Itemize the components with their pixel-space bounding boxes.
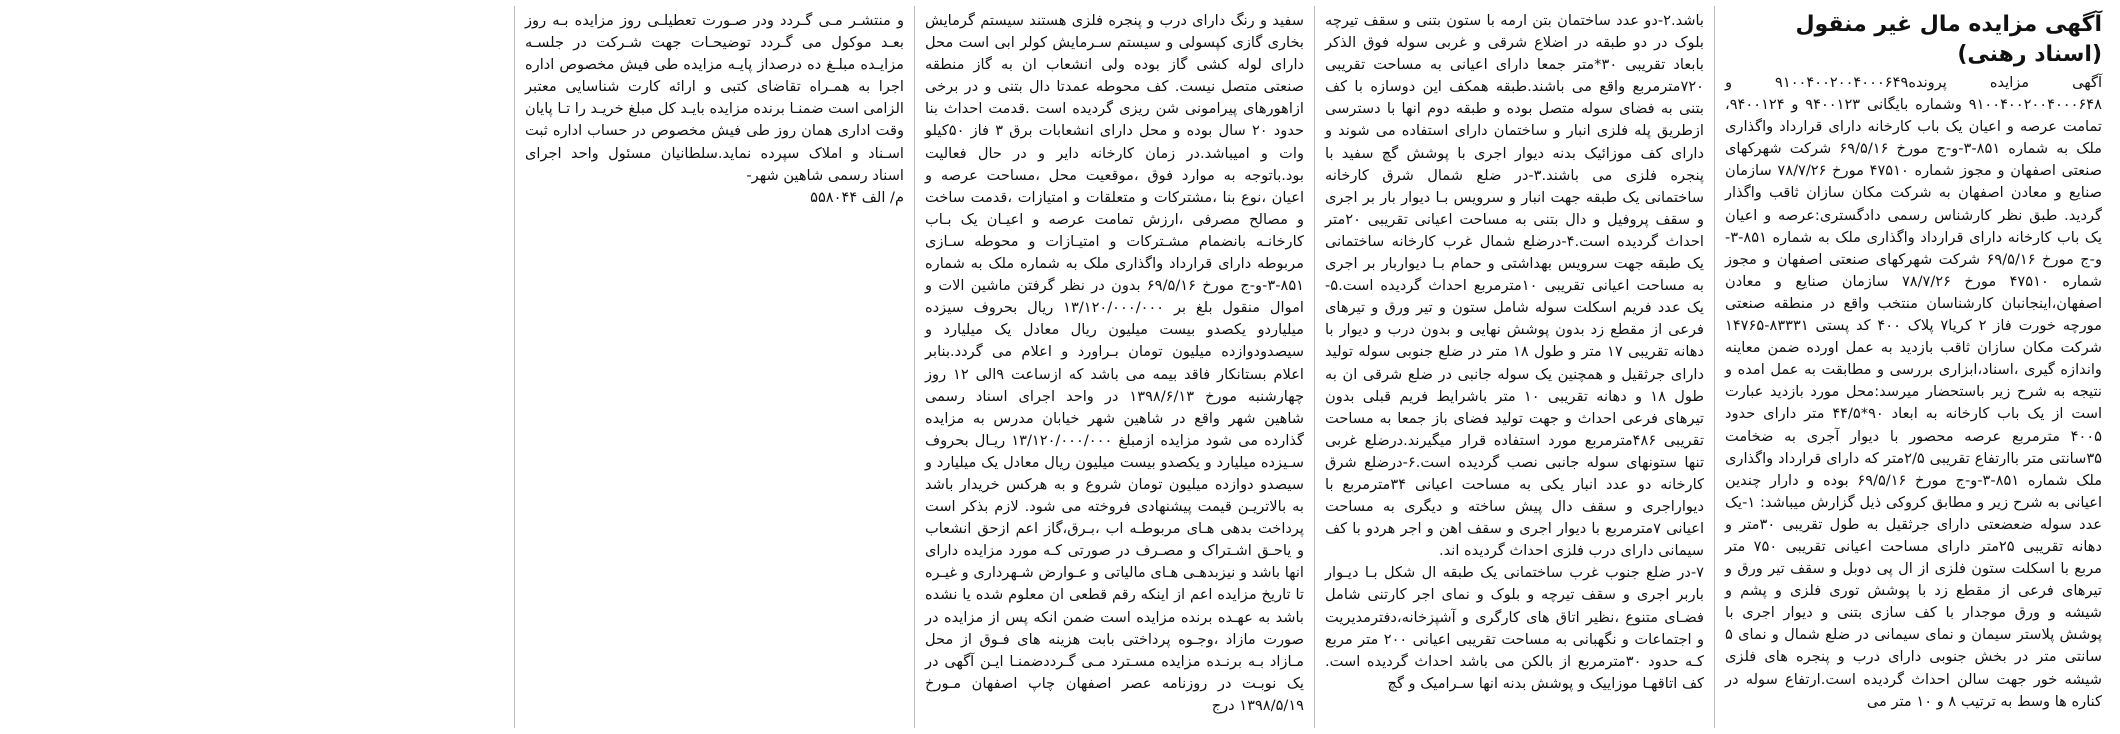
reference-number: م/ الف ۵۵۸۰۴۴ — [810, 188, 904, 206]
column-5-blank — [8, 6, 514, 728]
column-4-text: و منتشـر مـی گـردد ودر صـورت تعطیلـی روز مزایده بـه روز بعـد موکول می گـردد توضیحـات جهت شـرکت در جلسـه مزایـده مبلـغ ده درصداز پایـه مزایده طی فیش مخصوص اداره اجرا به همـراه تقاضای کتبی و ارائه کارت شناسایی معتبر الزامی است ضمنـا برنده مزایده بایـد کل مبلغ خریـد را تـا پایان وقت اداری همان روز طی فیش مخصوص در حساب اداره ثبت اسـناد و املاک سپرده نماید.سلطانیان مسئول واحد اجرای اسناد رسمی شاهین شهر- — [525, 12, 904, 184]
column-1-text: آگهی مزایده پرونده۹۱۰۰۴۰۰۲۰۰۴۰۰۰۶۴۹ و ۹۱۰۰۴۰۰۲۰۰۴۰۰۰۶۴۸ وشماره بایگانی ۹۴۰۰۱۲۳ و ۹۴۰۰۱۲۴، تمامت عرصه و اعیان یک باب کارخانه دارای قرارداد واگذاری ملک به شماره ۸۵۱-۳-و-ج مورخ ۶۹/۵/۱۶ شرکت شهرکهای صنعتی اصفهان و مجوز شماره ۴۷۵۱۰ مورخ ۷۸/۷/۲۶ سازمان صنایع و معادن اصفهان به شرکت مکان سازان ثاقب واگذار گردید. طبق نظر کارشناس رسمی دادگستری:عرصه و اعیان یک باب کارخانه دارای قرارداد واگذاری ملک به شماره ۸۵۱-۳-و-ج مورخ ۶۹/۵/۱۶ شرکت شهرکهای صنعتی اصفهان و مجوز شماره ۴۷۵۱۰ مورخ ۷۸/۷/۲۶ سازمان صنایع و معادن اصفهان،اینجانبان کارشناسان منتخب واقع در منطقه صنعتی مورچه خورت فاز ۲ کریا۷ پلاک ۴۰۰ کد پستی ۸۳۳۳۱-۱۴۷۶۵ شرکت مکان سازان ثاقب بازدید به عمل اورده ضمن معاینه واندازه گیری ،اسناد،ابزاری بررسی و مطابقت به عمل امده و نتیجه به شرح زیر باستحضار میرسد:محل مورد بازدید عبارت است از یک باب کارخانه به ابعاد ۹۰*۴۴/۵ متر دارای حدود ۴۰۰۵ مترمربع عرصه محصور با دیوار آجری به ضخامت ۳۵سانتی متر باارتفاع تقریبی ۲/۵متر که دارای قرارداد واگذاری ملک شماره ۸۵۱-۳-و-ج مورخ ۶۹/۵/۱۶ بوده و دارار چندین اعیانی به شرح زیر و مطابق کروکی ذیل گزارش میباشد: ۱-یک عدد سوله ضعضعتی دارای جرثقیل به طول تقریبی ۳۰متر و دهانه تقریبی ۲۵متر دارای مساحت اعیانی تقریبی ۷۵۰ متر مربع با اسکلت ستون فلزی از ال پی دوبل و سقف تیر ورق و تیرهای فرعی از مقطع زد با پوشش توری فلزی و پشم و شیشه و ورق موجدار با کف سازی بتنی و دیوار اجری با پوشش پلاستر سیمان و نمای سیمانی در ضلع شمال و نمای ۵ سانتی متر در بخش جنوبی دارای درب و پنجره های فلزی شیشه خور جهت سالن احداث گردیده است.ارتفاع سوله در کناره ها وسط به ترتیب ۸ و ۱۰ متر می — [1725, 74, 2103, 710]
column-2-text: باشد.۲-دو عدد ساختمان بتن ارمه با ستون بتنی و سقف تیرچه بلوک در دو طبقه در اضلاع شرقی و غربی سوله فوق الذکر بابعاد تقریبی ۳۰*متر جمعا دارای اعیانی به مساحت تقریبی ۷۲۰مترمربع واقع می باشند.طبقه همکف این دوسازه با کف بتنی به فضای سوله متصل بوده و طبقه دوم انها با دسترسی ازطریق پله فلزی انبار و ساختمان دارای استفاده می شوند و دارای کف موزائیک بدنه دیوار اجری با پوشش گچ سفید با پنجره فلزی می باشند.۳-در ضلع شمال شرق کارخانه ساختمانی یک طبقه جهت انبار و سرویس بـا دیوار بار بر اجری و سقف پروفیل و دال بتنی به مساحت اعیانی تقریبی ۲۰متر احداث گردیده است.۴-درضلع شمال غرب کارخانه ساختمانی یک طبقه جهت سرویس بهداشتی و حمام بـا دیواربار بر اجری به مساحت اعیانی تقریبی ۱۰مترمربع احداث گردیده است.۵-یک عدد فریم اسکلت سوله شامل ستون و تیر ورق و تیرهای فرعی از مقطع زد بدون پوشش نهایی و بدون درب و دیوار با دهانه تقریبی ۱۷ متر و طول ۱۸ متر در ضلع جنوبی سوله تولید دارای جرثقیل و همچنین یک سوله جانبی در ضلع شرقی ان به طول ۱۸ و دهانه تقریبی ۱۰ متر باشرایط فریم قبلی بدون تیرهای فرعی احداث و جهت تولید فضای باز جمعا به مساحت تقریبی ۴۸۶مترمربع مورد استفاده قرار میگیرند.درضلع غربی تنها ستونهای سوله جانبی نصب گردیده است.۶-درضلع شرق کارخانه دو عدد انبار یکی به مساحت اعیانی ۳۴مترمربع با دیواراجری و سقف دال پیش ساخته و دیگری به مساحت اعیانی ۷مترمربع با دیوار اجری و سقف اهن و اجر هردو با کف سیمانی دارای درب فلزی احداث گردیده اند. — [1325, 12, 1705, 560]
column-3 — [914, 6, 1314, 728]
column-4 — [514, 6, 914, 728]
column-2-item-7: ۷-در ضلع جنوب غرب ساختمانی یک طبقه ال شکل بـا دیـوار باربر اجری و سقف تیرچه و بلوک و نمای اجر کارتنی شامل فضـای متنوع ،نظیر اتاق های کارگری و آشپزخانه،دفترمدیریت و اجتماعات و نگهبانی به مساحت تقریبی اعیانی ۲۰۰ متر مربع کـه حدود ۳۰مترمربع از بالکن می باشد احداث گردیده است. کف اتاقهـا موزاییک و پوشش بدنه انها سـرامیک و گچ — [1325, 564, 1705, 692]
column-2 — [1314, 6, 1714, 728]
column-3-text: سفید و رنگ دارای درب و پنجره فلزی هستند سیستم گرمایش بخاری گازی کپسولی و سیستم سـرمایش کولر ابی است محل دارای لوله کشی گاز بوده ولی انشعاب ان به گاز منطقه صنعتی متصل نیست. کف محوطه عمدتا دال بتنی و در برخی ازاهورهای پیرامونی شن ریزی گردیده است .قدمت احداث بنا حدود ۲۰ سال بوده و محل دارای انشعابات برق ۳ فاز ۵۰کیلو وات و امیباشد.در زمان کارخانه دایر و در حال فعالیت بود.باتوجه به موارد فوق ،موقعیت محل ،مساحت عرصه و اعیان ،نوع بنا ،مشترکات و متعلقات و امتیازات ،قدمت ساخت و مصالح مصرفی ،ارزش تمامت عرصه و اعیـان یک بـاب کارخانـه بانضمام مشـترکات و امتیـازات و محوطه سـازی مربوطه دارای قرارداد واگذاری ملک به شماره ملک به شماره ۸۵۱-۳-و-ج مورخ ۶۹/۵/۱۶ بدون در نظر گرفتن ماشین الات و اموال منقول بلغ بر ۱۳/۱۲۰/۰۰۰/۰۰۰ ریال بحروف سیزده میلیاردو یکصدو بیست میلیون ریال معادل یک میلیارد و سیصدودوازده میلیون تومان بـراورد و اعلام می گردد.بنابر اعلام بستانکار فاقد بیمه می باشد که ازساعت ۹الی ۱۲ روز چهارشنبه مورخ ۱۳۹۸/۶/۱۳ در واحد اجرای اسناد رسمی شاهین شهر واقع در شاهین شهر خیابان مدرس به مزایده گذارده می شود مزایده ازمبلغ ۱۳/۱۲۰/۰۰۰/۰۰۰ ریـال بحروف سـیزده میلیارد و یکصدو بیست میلیون ریال معادل یک میلیارد و سیصدو دوازده میلیون تومان شروع و به هرکس خریدار باشد به بالاتریـن قیمت پیشنهادی فروخته می شود. لازم بذکر است پرداخت بدهی هـای مربوطـه اب ،بـرق،گاز اعم ازحق انشعاب و یاحـق اشـتراک و مصـرف در صورتی کـه مورد مزایده دارای انها باشد و نیزبدهـی هـای مالیاتی و عـوارض شـهرداری و غیـره تا تاریخ مزایده اعم از اینکه رقم قطعی ان معلوم شده یا نشده باشد به عهـده برنده مزایده است ضمن انکه پس از مزایده در صورت مازاد ،وجـوه پرداختی بابت هزینه های فـوق از محل مـازاد بـه برنـده مزایده مسـترد مـی گـرددضمنـا ایـن آگهی در یک نوبـت در روزنامه عصر اصفهان چاپ اصفهان مـورخ ۱۳۹۸/۵/۱۹ درج — [925, 12, 1305, 714]
column-1 — [1714, 6, 2112, 728]
notice-title: آگهی مزایده مال غیر منقول (اسناد رهنی) — [1795, 12, 2102, 67]
notice-columns — [8, 6, 2112, 728]
